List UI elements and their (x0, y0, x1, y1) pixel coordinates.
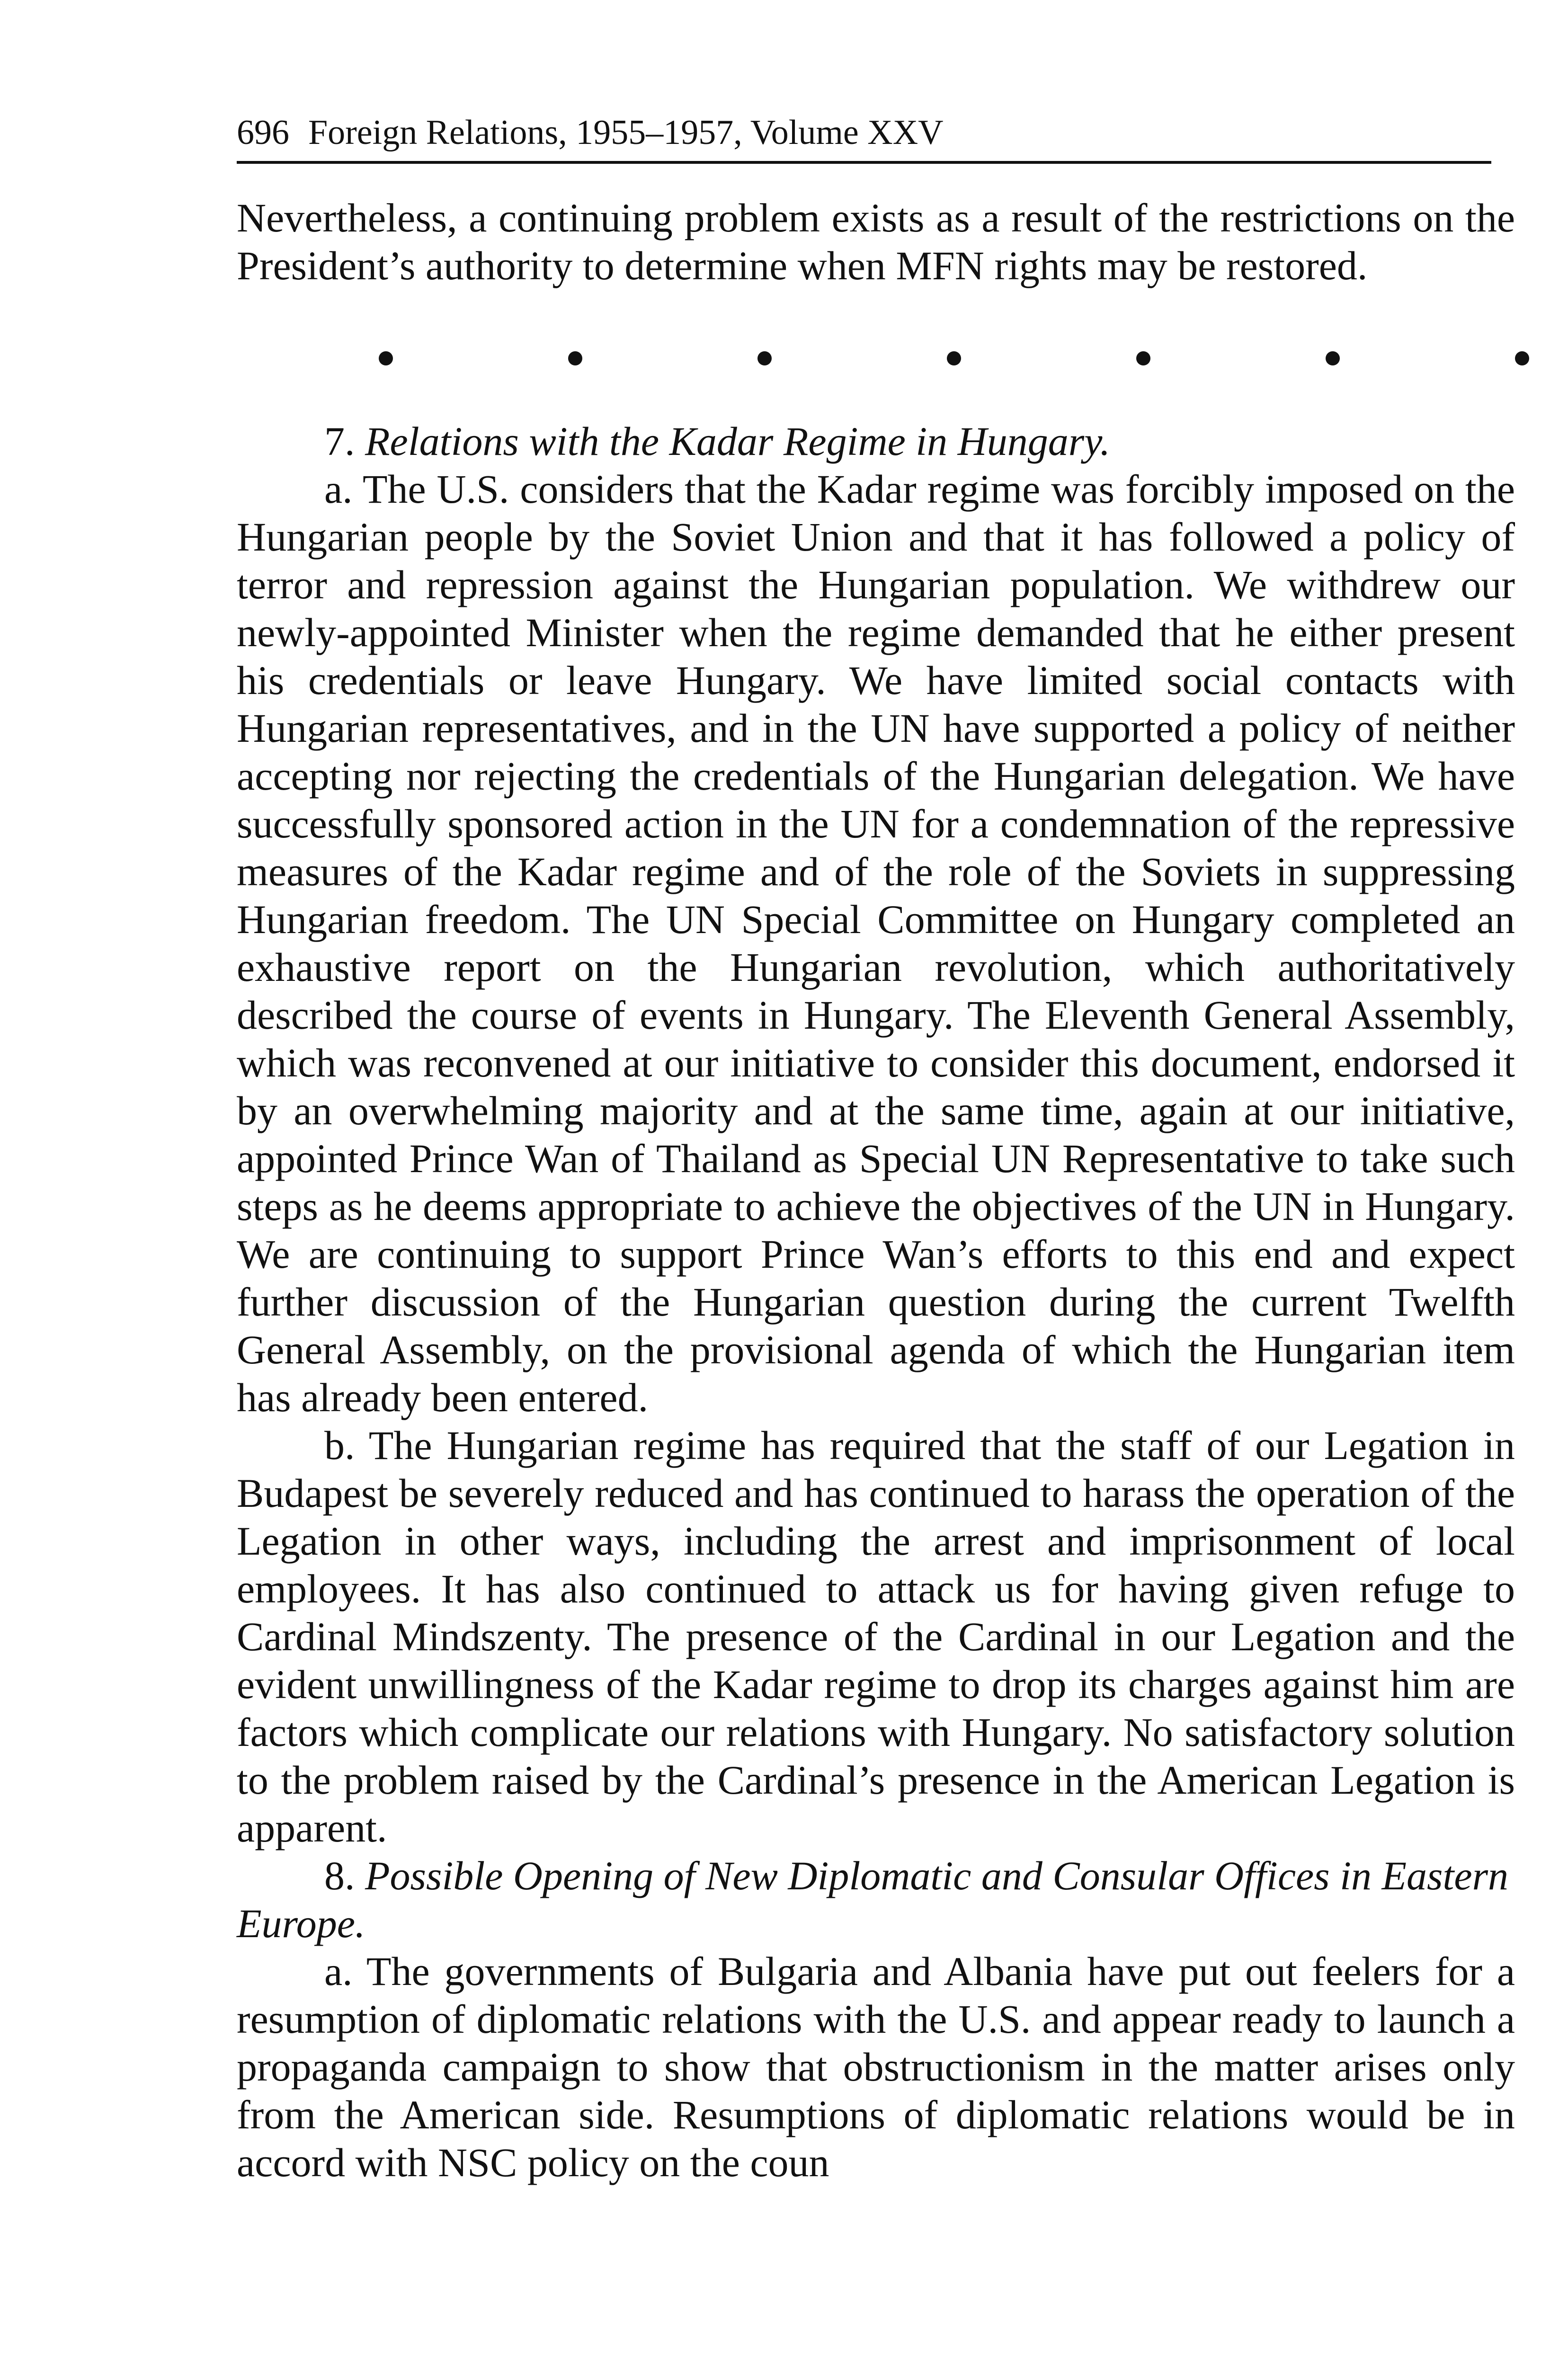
section-8-heading (237, 1852, 1515, 1948)
ellipsis-dot (1326, 351, 1340, 365)
running-header (237, 109, 1491, 164)
page-body (237, 194, 1515, 2187)
ellipsis-dot (947, 351, 961, 365)
ellipsis-dot (757, 351, 772, 365)
intro-paragraph: Nevertheless, a continuing problem exists as a result of the restrictions on the President’s authority to determine when MFN rights may be restored. (237, 195, 1515, 288)
section-7-title: Relations with the Kadar Regime in Hungary. (365, 418, 1111, 464)
ellipsis-dot (568, 351, 582, 365)
running-title: Foreign Relations, 1955–1957, Volume XXV (308, 113, 944, 152)
ellipsis-dot (1515, 351, 1529, 365)
ellipsis-dot (379, 351, 393, 365)
section-7-heading (237, 418, 1515, 465)
section-8-number: 8. (324, 1853, 355, 1898)
ellipsis-separator (379, 332, 1529, 384)
section-8-paragraph-a: a. The governments of Bulgaria and Albania have put out feelers for a resumption of diplomatic relations with the U.S. and appear ready to launch a propaganda campaign to show that obstructionism in the matter arises only from the American side. Resumptions of diplomatic relations would be in accord with NSC policy on the coun (237, 1949, 1515, 2185)
ellipsis-dot (1136, 351, 1150, 365)
section-7-paragraph-a: a. The U.S. considers that the Kadar regime was forcibly imposed on the Hungarian people by the Soviet Union and that it has followed a policy of terror and repression against the Hungarian population. We withdrew our newly-appointed Minister when the regime demanded that he either present his credentials or leave Hungary. We have limited social contacts with Hungarian representatives, and in the UN have supported a policy of neither accepting nor rejecting the credentials of the Hungarian delegation. We have successfully sponsored action in the UN for a condemnation of the repressive measures of the Kadar regime and of the role of the Soviets in suppressing Hungarian freedom. The UN Special Committee on Hungary completed an exhaustive report on the Hungarian revolution, which authoritatively described the course of events in Hungary. The Eleventh General Assembly, which was reconvened at our initiative to consider this document, endorsed it by an overwhelming majority and at the same time, again at our initiative, appointed Prince Wan of Thailand as Special UN Representative to take such steps as he deems appropriate to achieve the objectives of the UN in Hungary. We are continuing to support Prince Wan’s efforts to this end and expect further discussion of the Hungarian question during the current Twelfth General Assembly, on the provisional agenda of which the Hungarian item has already been entered. (237, 466, 1515, 1420)
section-7-paragraph-b: b. The Hungarian regime has required that the staff of our Legation in Budapest be severely reduced and has continued to harass the operation of the Legation in other ways, including the arrest and imprisonment of local employees. It has also continued to attack us for having given refuge to Cardinal Mindszenty. The presence of the Cardinal in our Legation and the evident unwillingness of the Kadar regime to drop its charges against him are factors which complicate our relations with Hungary. No satisfactory solution to the problem raised by the Cardinal’s presence in the American Legation is apparent. (237, 1423, 1515, 1851)
page-number: 696 (237, 113, 289, 152)
section-7-number: 7. (324, 418, 355, 464)
section-8-title: Possible Opening of New Diplomatic and Consular Offices in Eastern Europe. (237, 1853, 1509, 1946)
